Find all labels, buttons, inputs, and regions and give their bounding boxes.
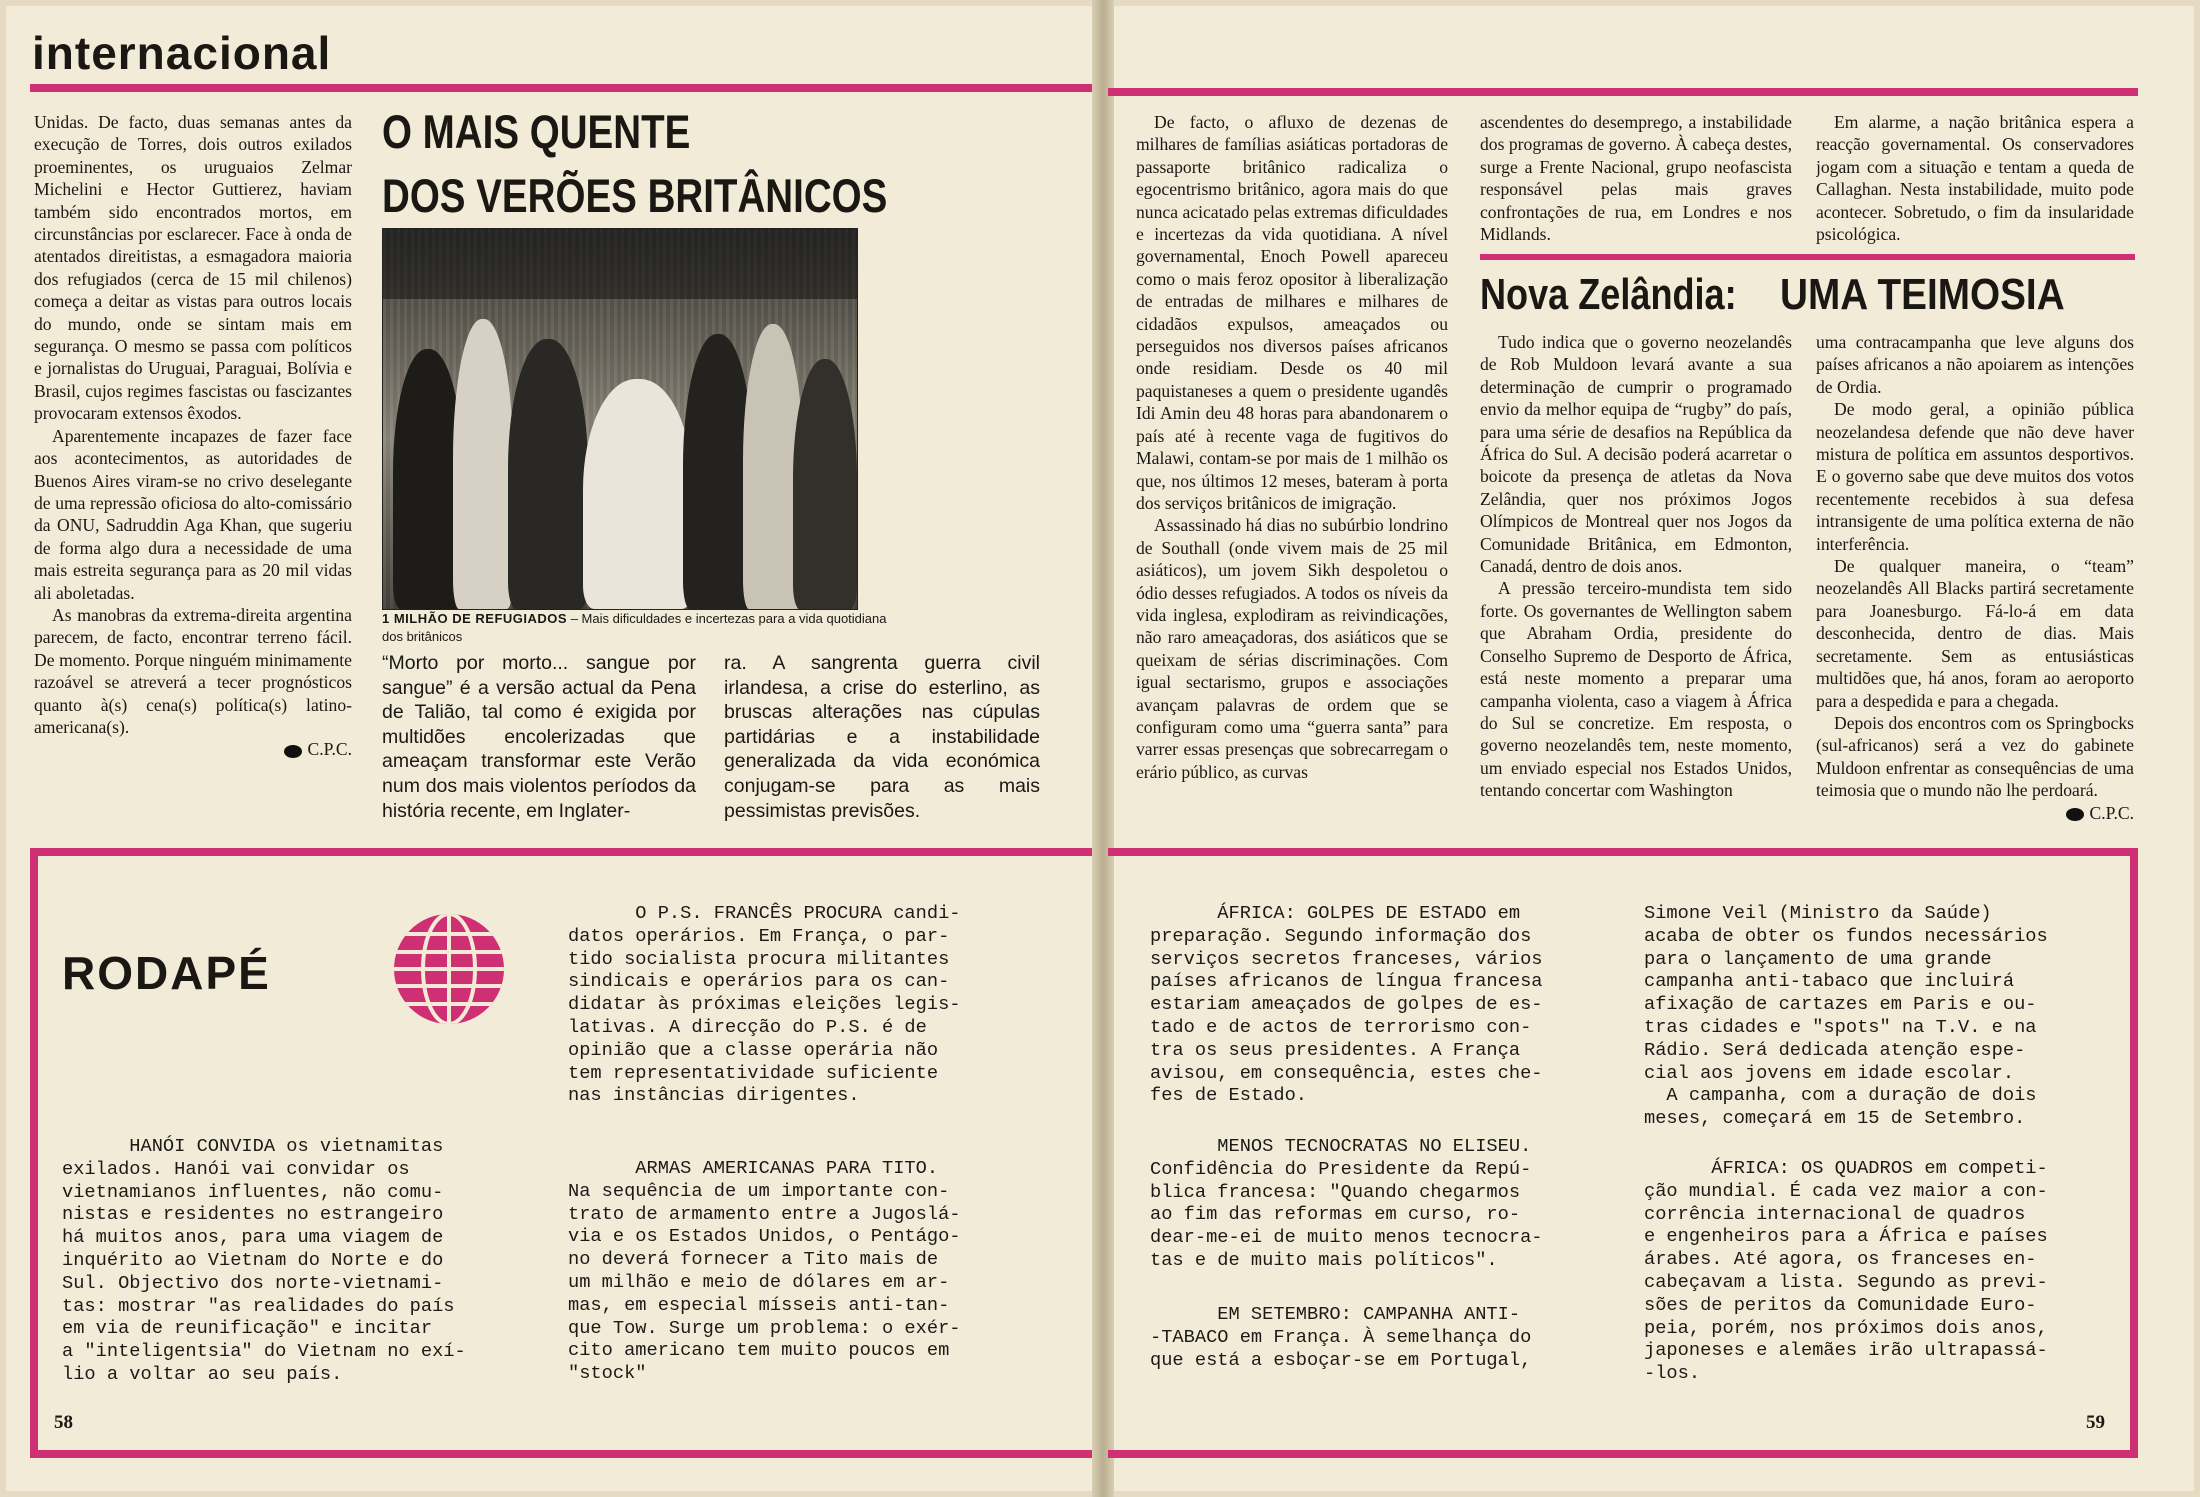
- rodape-title: RODAPÉ: [62, 947, 271, 999]
- globe-icon: [392, 912, 506, 1026]
- left-column-text: [34, 111, 352, 821]
- paragraph: De modo geral, a opinião pública neozelandesa defende que não deve haver mistura de política em assuntos desportivos. E o governo sabe que deve muitos dos votos recentemente recebidos à sua defesa intransigente de uma política externa de não interferência.: [1816, 399, 2134, 554]
- rodape-frame-top-left: [30, 848, 1092, 856]
- title-rule-right: [1108, 88, 2138, 96]
- headline-line-1: O MAIS QUENTE: [382, 105, 691, 158]
- author-signature: C.P.C.: [2089, 802, 2134, 823]
- story-column-2: ra. A sangrenta guerra civil irlandesa, a crise do esterlino, as bruscas alterações nas cúpulas partidárias e a instabilidade generalizada da vida económica conjugam-se para as mais pessimistas previsões.: [724, 652, 1040, 821]
- rodape-item-hanoi: HANÓI CONVIDA os vietnamitas exilados. Hanói vai convidar os vietnamianos influentes, não comu- nistas e residentes no estrangeiro há muitos anos, para uma viagem de inquérito ao Vietnam do Norte e do Sul. Objectivo dos norte-vietnami- tas: mostrar "as realidades do país em via de reunificação" e incitar a "inteligentsia" do Vietnam no exí- lio a voltar ao seu país.: [62, 1135, 466, 1385]
- rodape-item-armas: ARMAS AMERICANAS PARA TITO. Na sequência de um importante con- trato de armamento entre a Jugoslá- via e os Estados Unidos, o Pentágo- no deverá fornecer a Tito mais de um milhão e meio de dólares em ar- mas, em especial mísseis anti-tan- que Tow. Surge um problema: o exér- cito americano tem muito poucos em "stock": [568, 1157, 961, 1385]
- rodape-item-menos-tecnocratas: MENOS TECNOCRATAS NO ELISEU. Confidência do Presidente da Repú- blica francesa: "Quando chegarmos ao fim das reformas em curso, ro- dear-me-ei de muito menos tecnocra- tas e de muito mais políticos".: [1150, 1135, 1543, 1271]
- title-rule-left: [30, 84, 1092, 92]
- paragraph: uma contracampanha que leve alguns dos países africanos a não apoiarem as intenções de Ordia.: [1816, 332, 2134, 397]
- rodape-item-setembro: EM SETEMBRO: CAMPANHA ANTI- -TABACO em França. À semelhança do que está a esboçar-se em Portugal,: [1150, 1303, 1532, 1371]
- rodape-item-ps-frances: O P.S. FRANCÊS PROCURA candi- datos operários. Em França, o par- tido socialista procura militantes sindicais e operários para os can- didatar às próximas eleições legis- lativas. A direcção do P.S. é de opinião que a classe operária não tem representatividade suficiente nas instâncias dirigentes.: [568, 902, 961, 1107]
- paragraph: Assassinado há dias no subúrbio londrino de Southall (onde vivem mais de 25 mil asiáticos), um jovem Sikh despoletou o ódio desses refugiados. A todos os níveis da vida inglesa, explodiram as reivindicações, não raro ameaçadoras, dos asiáticos que se queixam de sérias discriminações. Com igual sectarismo, grupos e associações avançam palavras de ordem que se configuram como uma “guerra santa” para varrer essas presenças que sobrecarregam o erário público, as curvas: [1136, 515, 1448, 782]
- rodape-item-simone-veil: Simone Veil (Ministro da Saúde) acaba de obter os fundos necessários para o lançamento de uma grande campanha anti-tabaco que incluirá afixação de cartazes em Paris e ou- tras cidades e "spots" na T.V. e na Rádio. Será dedicada atenção espe- cial aos jovens em idade escolar. A campanha, com a duração de dois meses, começará em 15 de Setembro.: [1644, 902, 2048, 1130]
- rodape-frame-top-right: [1108, 848, 2138, 856]
- binding-gutter: [1092, 0, 1114, 1497]
- rodape-frame-left: [30, 848, 38, 1458]
- caption-title: 1 MILHÃO DE REFUGIADOS: [382, 611, 568, 626]
- crowd-photo: [382, 228, 858, 610]
- end-mark-icon: [284, 745, 302, 758]
- rodape-item-africa-golpes: ÁFRICA: GOLPES DE ESTADO em preparação. Segundo informação dos serviços secretos franceses, vários países africanos de língua francesa estariam ameaçados de golpes de es- tado e de actos de terrorismo con- tra os seus presidentes. A França avisou, em consequência, estes che- fes de Estado.: [1150, 902, 1543, 1107]
- nz-headline-country: Nova Zelândia:: [1480, 270, 1737, 319]
- paragraph: A pressão terceiro-mundista tem sido forte. Os governantes de Wellington sabem que Abraham Ordia, presidente do Conselho Supremo de Desporto de África, está neste momento a preparar uma campanha violenta, caso a viagem à África do Sul se concretize. Em resposta, o governo neozelandês tem, neste momento, um enviado especial nos Estados Unidos, tentando concertar com Washington: [1480, 578, 1792, 801]
- section-title: internacional: [32, 27, 332, 79]
- nz-headline-rule: [1480, 254, 2135, 260]
- rodape-item-africa-quadros: ÁFRICA: OS QUADROS em competi- ção mundial. É cada vez maior a con- corrência internacional de quadros e engenheiros para a África e países árabes. Até agora, os franceses en- cabeçavam a lista. Segundo as previ- sões de peritos da Comunidade Euro- peia, porém, nos próximos dois anos, japoneses e alemães irão ultrapassá- -los.: [1644, 1157, 2048, 1385]
- paragraph: As manobras da extrema-direita argentina parecem, de facto, encontrar terreno fácil. De momento. Porque ninguém minimamente razoável se atreverá a tecer prognósticos quanto à(s) cena(s) política(s) latino-americana(s).: [34, 604, 352, 737]
- rodape-frame-bottom-left: [30, 1450, 1092, 1458]
- paragraph: Aparentemente incapazes de fazer face aos acontecimentos, as autoridades de Buenos Aires viram-se no crivo deselegante de uma repressão oficiosa do alto-comissário da ONU, Sadruddin Aga Khan, que sugeriu de forma algo dura a necessidade de uma mais estreita segurança para as 20 mil vidas ali aboletadas.: [34, 425, 352, 603]
- rodape-frame-right: [2130, 848, 2138, 1458]
- page-number-right: 59: [2086, 1412, 2105, 1433]
- caption-text: – Mais dificuldades e incertezas para a vida quotidiana dos britânicos: [382, 611, 887, 644]
- rodape-frame-bottom-right: [1108, 1450, 2138, 1458]
- photo-caption: [382, 610, 902, 646]
- end-mark-icon: [2066, 808, 2084, 821]
- paragraph: Tudo indica que o governo neozelandês de Rob Muldoon levará avante a sua determinação de cumprir o programado envio da melhor equipa de “rugby” do país, para uma série de desafios na República da África do Sul. A decisão poderá acarretar o boicote da presença de atletas da Nova Zelândia, quer nos próximos Jogos Olímpicos de Montreal quer nos Jogos da Comunidade Britânica, em Edmonton, Canadá, dentro de dois anos.: [1480, 332, 1792, 577]
- story-column-1: “Morto por morto... sangue por sangue” é a versão actual da Pena de Talião, tal como é exigida por multidões encolerizadas que ameaçam transformar este Verão num dos mais violentos períodos da história recente, em Inglater-: [382, 652, 696, 821]
- paragraph: De facto, o afluxo de dezenas de milhares de famílias asiáticas portadoras de passaporte britânico radicaliza o egocentrismo britânico, agora mais do que nunca acicatado pelas extremas dificuldades e incertezas da vida quotidiana. A nível governamental, Enoch Powell apareceu como o mais feroz opositor à liberalização de entradas de milhares e milhares de cidadãos expulsos, ameaçados ou perseguidos nos diversos países africanos onde residiam. Desde os 40 mil paquistaneses a quem o presidente ugandês Idi Amin deu 48 horas para abandonarem o país até à recente vaga de fugitivos do Malawi, contam-se por mais de 1 milhão os que, nos últimos 12 meses, bateram à porta dos serviços britânicos de imigração.: [1136, 112, 1448, 513]
- right-column-3-top: Em alarme, a nação britânica espera a reacção governamental. Os conservadores jogam com a situação e tentam a queda de Callaghan. Nesta instabilidade, muito pode acontecer. Sobretudo, o fim da insularidade psicológica.: [1816, 112, 2134, 245]
- paragraph: Unidas. De facto, duas semanas antes da execução de Torres, dois outros exilados proeminentes, os uruguaios Zelmar Michelini e Hector Guttierez, haviam também sido encontrados mortos, em circunstâncias por esclarecer. Face à onda de atentados direitistas, a esmagadora maioria dos refugiados (cerca de 15 mil chilenos) começa a deitar as vistas para outros locais do mundo, onde se sintam mais em segurança. O mesmo se passa com políticos e jornalistas do Uruguai, Paraguai, Bolívia e Brasil, cujos regimes fascistas ou fascizantes provocaram extensos êxodos.: [34, 112, 352, 424]
- paragraph: Depois dos encontros com os Springbocks (sul-africanos) será a vez do gabinete Muldoon enfrentar as consequências de uma teimosia que o mundo não lhe perdoará.: [1816, 712, 2134, 801]
- paragraph: De qualquer maneira, o “team” neozelandês All Blacks partirá secretamente para Joanesburgo. Fá-lo-á em data desconhecida, dentro de dias. Mais secretamente. Sem as entusiásticas multidões que, há anos, foram ao aeroporto para a despedida e para a chegada.: [1816, 556, 2134, 711]
- headline-line-2: DOS VERÕES BRITÂNICOS: [382, 169, 888, 222]
- nz-column-2: [1816, 331, 2134, 841]
- right-column-2-top: ascendentes do desemprego, a instabilidade dos programas de governo. À cabeça destes, surge a Frente Nacional, grupo neofascista responsável pelas mais graves confrontações de rua, em Londres e nos Midlands.: [1480, 112, 1792, 245]
- right-column-1: [1136, 111, 1448, 841]
- page-number-left: 58: [54, 1412, 73, 1433]
- author-signature: C.P.C.: [307, 739, 352, 760]
- nz-column-1: [1480, 331, 1792, 841]
- nz-headline-subject: UMA TEIMOSIA: [1780, 270, 2065, 319]
